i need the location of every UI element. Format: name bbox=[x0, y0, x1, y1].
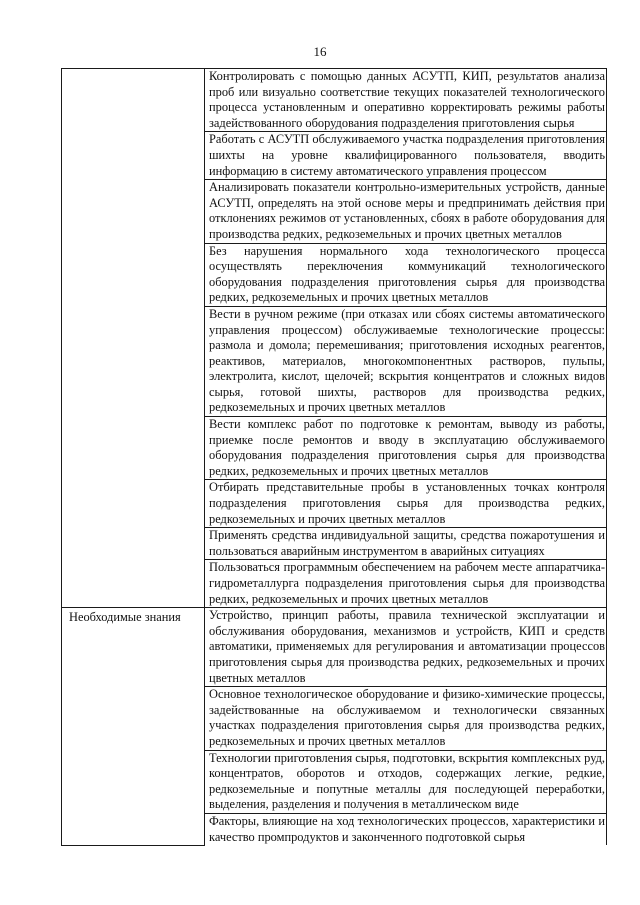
knowledge-cell: Основное технологическое оборудование и физико-химические процессы, задействованные на обслуживаемом и технологически связанных участках подразделения приготовления сырья для производства редких, редкоземельных и прочих цветных металлов bbox=[205, 687, 607, 750]
skill-cell: Вести комплекс работ по подготовке к ремонтам, выводу из работы, приемке после ремонтов и вводу в эксплуатацию обслуживаемого оборудования подразделения приготовления сырья для производства редких, редкоземельных и прочих цветных металлов bbox=[205, 417, 607, 480]
knowledge-cell: Факторы, влияющие на ход технологических процессов, характеристики и качество промпродуктов и законченного подготовкой сырья bbox=[205, 813, 607, 845]
table-row bbox=[62, 608, 607, 687]
table-row bbox=[62, 69, 607, 132]
skill-cell: Контролировать с помощью данных АСУТП, КИП, результатов анализа проб или визуально соответствие текущих показателей технологического процесса установленным и оперативно корректировать режимы работы задействованного оборудования подразделения приготовления сырья bbox=[205, 69, 607, 132]
skill-cell: Пользоваться программным обеспечением на рабочем месте аппаратчика-гидрометаллурга подразделения приготовления сырья для производства редких, редкоземельных и прочих цветных металлов bbox=[205, 560, 607, 608]
skill-cell: Отбирать представительные пробы в установленных точках контроля подразделения приготовления сырья для производства редких, редкоземельных и прочих цветных металлов bbox=[205, 480, 607, 528]
knowledge-cell: Устройство, принцип работы, правила технической эксплуатации и обслуживания оборудования, механизмов и устройств, КИП и средств автоматики, применяемых для регулирования и автоматизации процессов приготовления сырья для производства редких, редкоземельных и прочих цветных металлов bbox=[205, 608, 607, 687]
knowledge-label: Необходимые знания bbox=[69, 610, 181, 625]
knowledge-cell: Технологии приготовления сырья, подготовки, вскрытия комплексных руд, концентратов, оборотов и отходов, содержащих легкие, редкие, редкоземельные и попутные металлы для последующей переработки, выделения, разделения и получения в металлическом виде bbox=[205, 750, 607, 813]
skill-cell: Вести в ручном режиме (при отказах или сбоях системы автоматического управления процессом) обслуживаемые технологические процессы: размола и домола; перемешивания; приготовления исходных реагентов, реактивов, материалов, многокомпонентных растворов, пульпы, электролита, кислот, щелочей; вскрытия концентратов и сложных видов сырья, готовой шихты, растворов для производства редких, редкоземельных и прочих цветных металлов bbox=[205, 306, 607, 416]
skill-cell: Работать с АСУТП обслуживаемого участка подразделения приготовления шихты на уровне квалифицированного пользователя, вводить информацию в систему автоматического управления процессом bbox=[205, 132, 607, 180]
competency-table bbox=[61, 68, 607, 846]
skills-label-cell bbox=[62, 69, 205, 608]
skill-cell: Применять средства индивидуальной защиты, средства пожаротушения и пользоваться аварийным инструментом в аварийных ситуациях bbox=[205, 528, 607, 560]
skill-cell: Анализировать показатели контрольно-измерительных устройств, данные АСУТП, определять на этой основе меры и предпринимать действия при отклонениях режимов от установленных, сбоях в работе оборудования для производства редких, редкоземельных и прочих цветных металлов bbox=[205, 180, 607, 243]
table-body bbox=[62, 69, 607, 846]
page-number: 16 bbox=[313, 44, 327, 59]
knowledge-label-cell bbox=[62, 608, 205, 845]
skill-cell: Без нарушения нормального хода технологического процесса осуществлять переключения коммуникаций технологического оборудования подразделения приготовления сырья для производства редких, редкоземельных и прочих цветных металлов bbox=[205, 243, 607, 306]
